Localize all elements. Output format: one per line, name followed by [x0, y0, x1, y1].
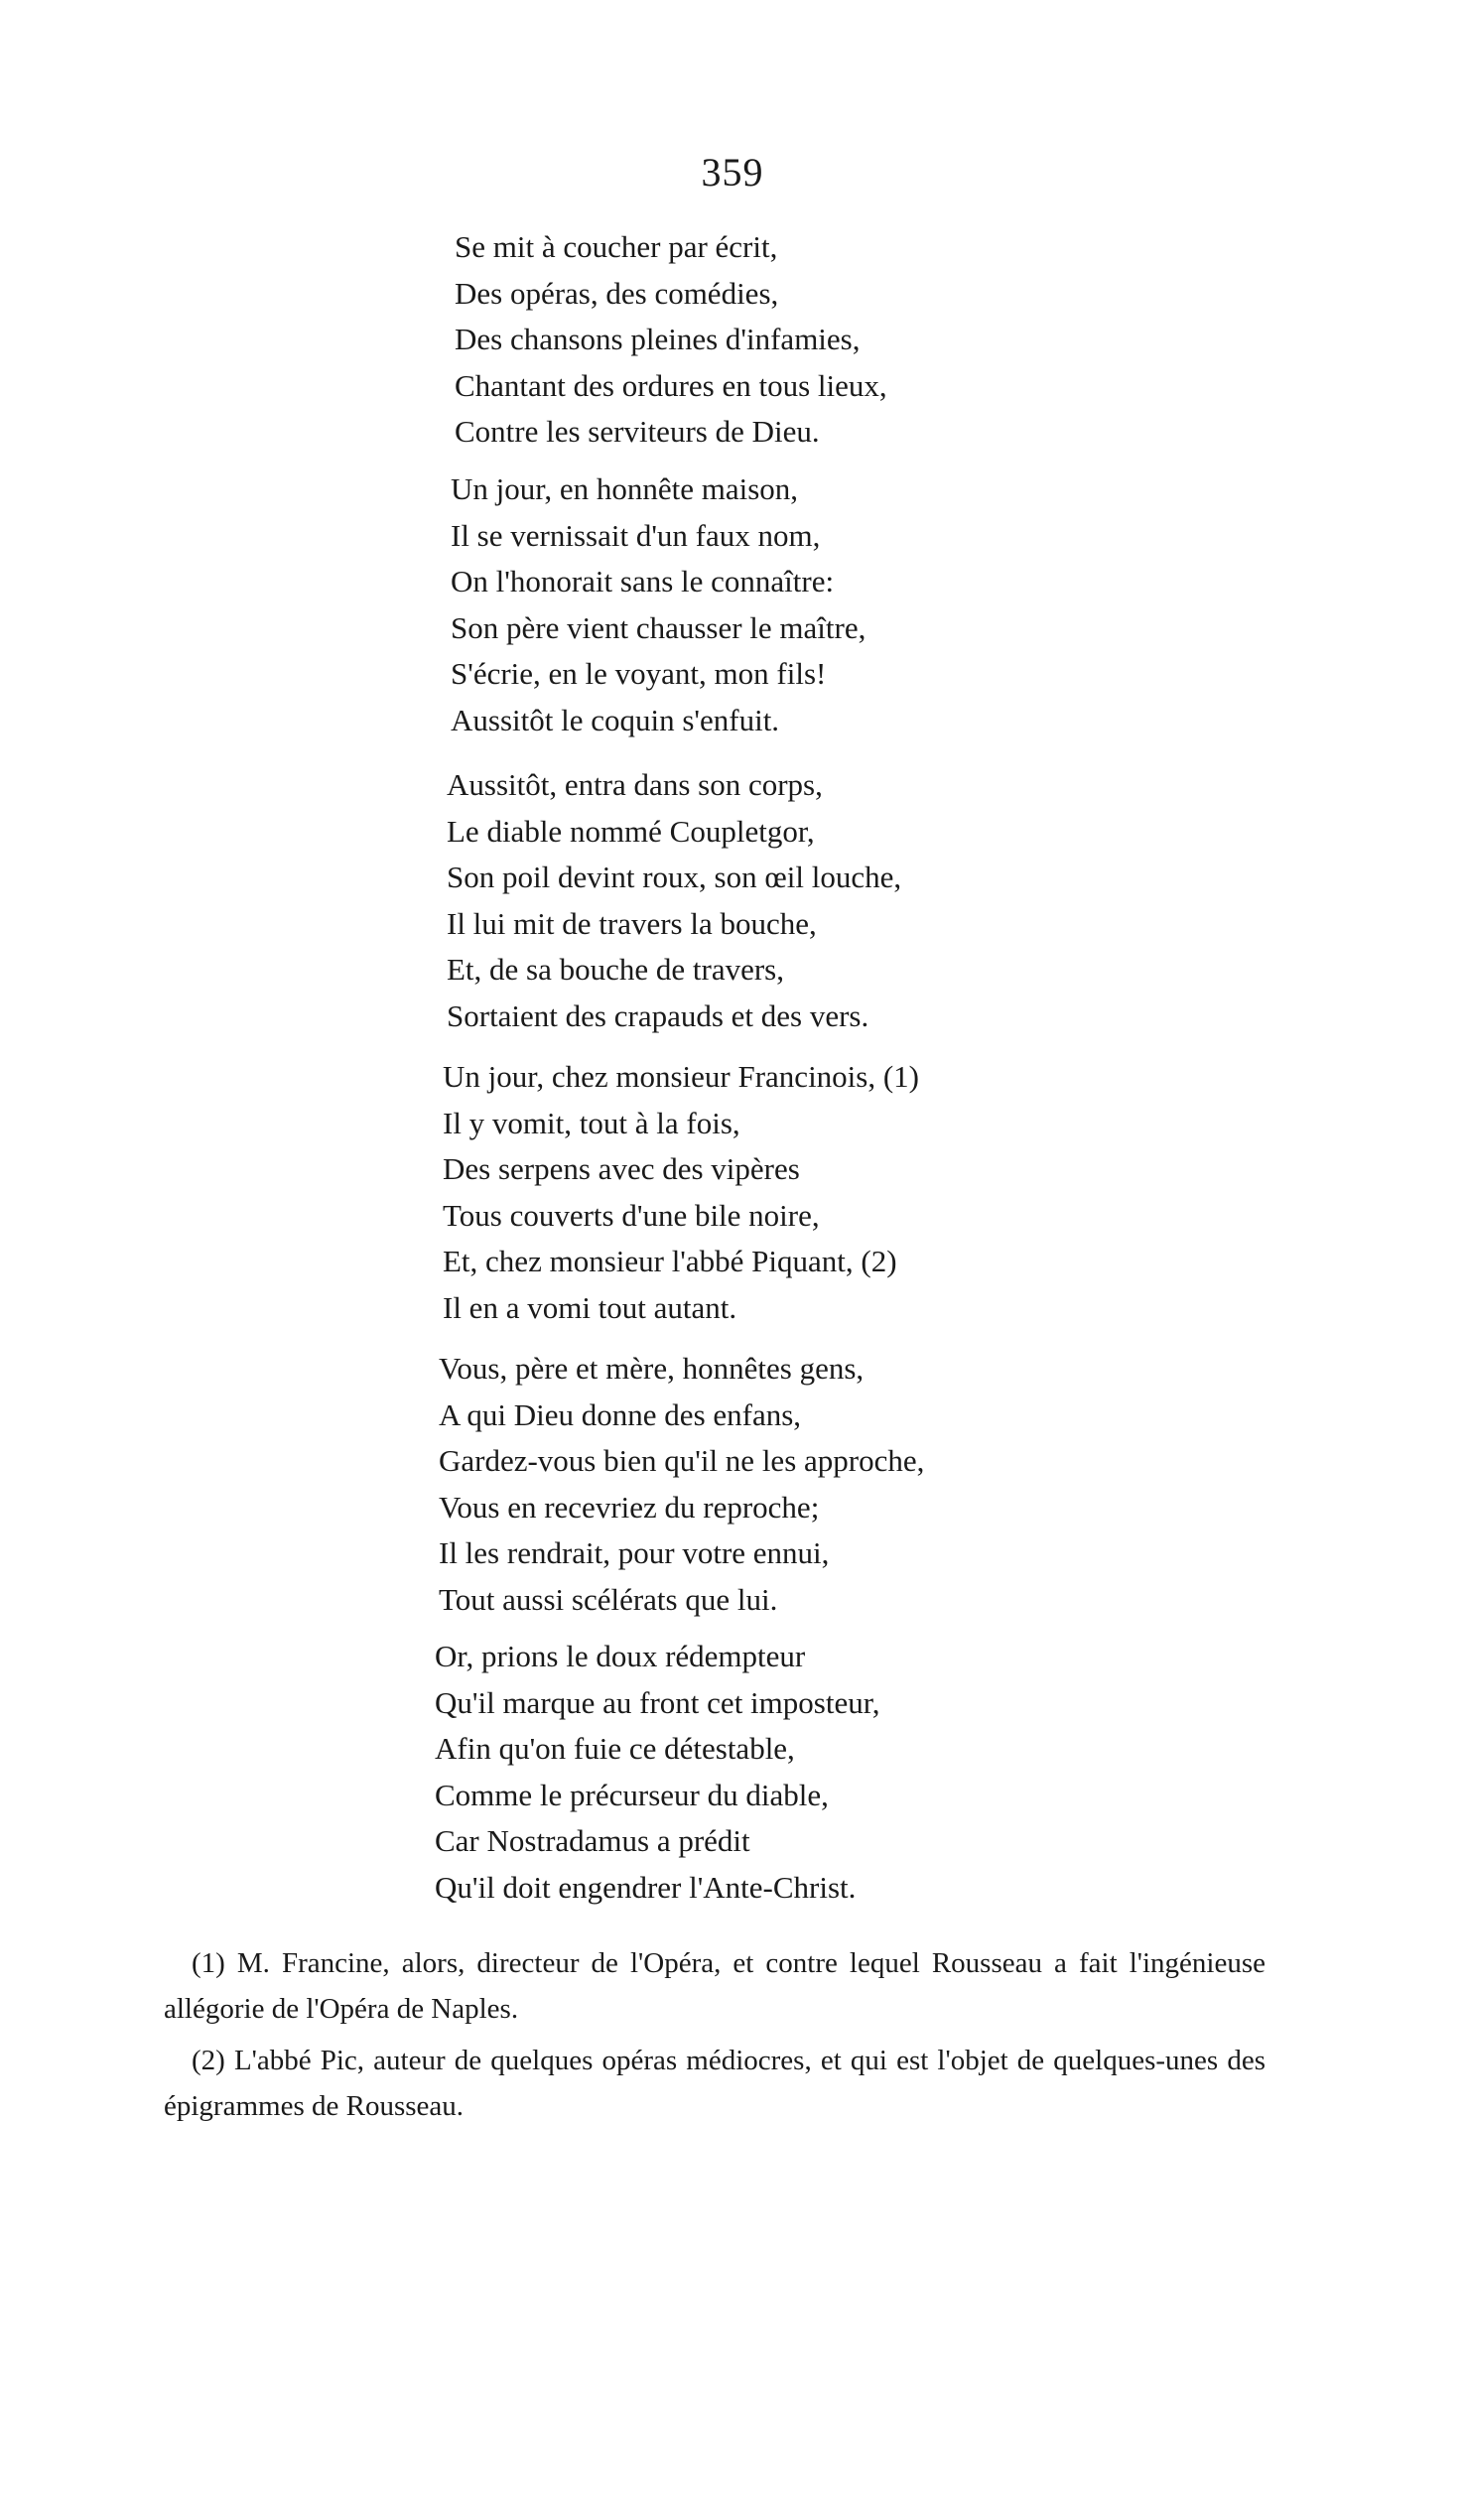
verse-line: Il lui mit de travers la bouche,	[447, 905, 817, 941]
verse-line: Son père vient chausser le maître,	[451, 609, 866, 645]
verse-line: Un jour, en honnête maison,	[451, 471, 799, 506]
verse-line: Des serpens avec des vipères	[443, 1151, 800, 1186]
verse-line: Son poil devint roux, son œil louche,	[447, 860, 902, 894]
stanza-5	[439, 1346, 924, 1623]
page-number: 359	[701, 150, 764, 195]
verse-line: Tout aussi scélérats que lui.	[439, 1581, 778, 1617]
stanza-4	[443, 1054, 919, 1331]
stanza-1	[455, 224, 887, 456]
verse-line: Des chansons pleines d'infamies,	[455, 322, 861, 356]
verse-line: Gardez-vous bien qu'il ne les approche,	[439, 1443, 925, 1478]
verse-line: Chantant des ordures en tous lieux,	[455, 367, 887, 403]
verse-line: Il y vomit, tout à la fois,	[443, 1105, 740, 1140]
footnote-1: (1) M. Francine, alors, directeur de l'Opéra, et contre lequel Rousseau a fait l'ingénieuse allégorie de l'Opéra de Naples.	[164, 1947, 1265, 2025]
verse-line: Aussitôt le coquin s'enfuit.	[451, 702, 780, 737]
stanza-6	[435, 1634, 880, 1911]
verse-line: Aussitôt, entra dans son corps,	[447, 767, 823, 802]
verse-line: Vous en recevriez du reproche;	[439, 1489, 820, 1525]
verse-line: Car Nostradamus a prédit	[435, 1823, 750, 1858]
verse-line: Et, de sa bouche de travers,	[447, 952, 785, 987]
verse-line: On l'honorait sans le connaître:	[451, 564, 835, 598]
verse-line: Un jour, chez monsieur Francinois, (1)	[443, 1059, 920, 1094]
verse-line: Le diable nommé Coupletgor,	[447, 813, 815, 849]
verse-line: Il en a vomi tout autant.	[443, 1289, 737, 1325]
verse-line: A qui Dieu donne des enfans,	[439, 1396, 802, 1432]
stanza-3	[447, 762, 901, 1039]
verse-line: Se mit à coucher par écrit,	[455, 229, 778, 264]
verse-line: Il les rendrait, pour votre ennui,	[439, 1535, 830, 1570]
verse-line: Et, chez monsieur l'abbé Piquant, (2)	[443, 1244, 897, 1278]
verse-line: Sortaient des crapauds et des vers.	[447, 997, 869, 1033]
verse-line: Vous, père et mère, honnêtes gens,	[439, 1351, 865, 1386]
verse-line: Contre les serviteurs de Dieu.	[455, 414, 820, 449]
verse-line: Qu'il marque au front cet imposteur,	[435, 1684, 880, 1720]
footnote-2: (2) L'abbé Pic, auteur de quelques opéras médiocres, et qui est l'objet de quelques-unes des épigrammes de Rousseau.	[164, 2045, 1265, 2122]
verse-line: Afin qu'on fuie ce détestable,	[435, 1731, 795, 1766]
stanza-2	[451, 466, 866, 743]
verse-line: Tous couverts d'une bile noire,	[443, 1197, 820, 1233]
verse-line: Qu'il doit engendrer l'Ante-Christ.	[435, 1869, 857, 1905]
footnotes	[164, 1940, 1265, 2135]
verse-line: Des opéras, des comédies,	[455, 275, 779, 311]
verse-line: Comme le précurseur du diable,	[435, 1777, 829, 1812]
verse-line: Or, prions le doux rédempteur	[435, 1639, 806, 1673]
verse-line: Il se vernissait d'un faux nom,	[451, 517, 821, 553]
verse-line: S'écrie, en le voyant, mon fils!	[451, 656, 827, 691]
